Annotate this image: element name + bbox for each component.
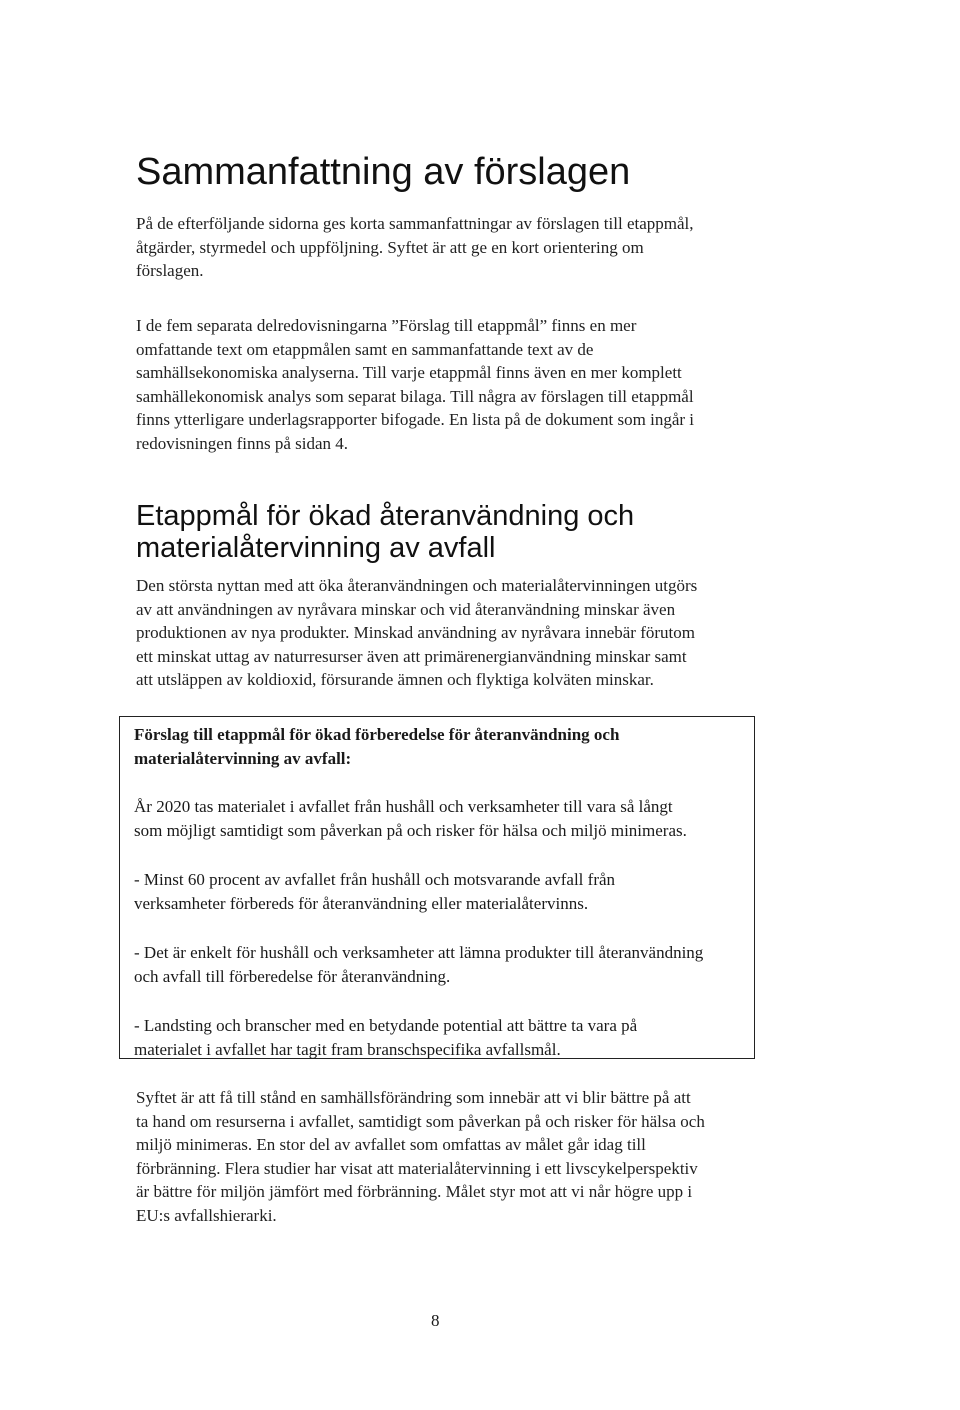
section-heading-line: materialåtervinning av avfall [136, 532, 496, 564]
proposal-main-goal [134, 795, 687, 843]
proposal-line: verksamheter förbereds för återanvändning eller materialåtervinns. [134, 894, 589, 913]
proposal-line: materialet i avfallet har tagit fram branschspecifika avfallsmål. [134, 1040, 561, 1059]
paragraph-line: miljö minimeras. En stor del av avfallet som omfattas av målet går idag till [136, 1135, 646, 1154]
paragraph-line: redovisningen finns på sidan 4. [136, 433, 348, 453]
proposal-title-line: Förslag till etappmål för ökad förberedelse för återanvändning och [134, 725, 620, 744]
paragraph-line: produktionen av nya produkter. Minskad användning av nyråvara innebär förutom [136, 623, 695, 642]
paragraph-line: är bättre för miljön jämfört med förbränning. Målet styr mot att vi når högre upp i [136, 1182, 693, 1201]
intro-paragraph [136, 212, 694, 283]
paragraph-line: samhällsekonomiska analyserna. Till varje etappmål finns även en mer komplett [136, 363, 682, 382]
closing-paragraph [136, 1086, 705, 1227]
paragraph-line: samhällekonomisk analys som separat bilaga. Till några av förslagen till etappmål [136, 386, 694, 406]
delredovisningar-paragraph [136, 314, 694, 455]
proposal-line: och avfall till förberedelse för återanvändning. [134, 967, 451, 986]
proposal-line: som möjligt samtidigt som påverkan på och risker för hälsa och miljö minimeras. [134, 821, 687, 840]
proposal-box [119, 716, 755, 1059]
proposal-line: - Minst 60 procent av avfallet från hushåll och motsvarande avfall från [134, 870, 616, 889]
section-heading-line: Etappmål för ökad återanvändning och [136, 500, 635, 532]
page-number: 8 [431, 1311, 440, 1330]
intro-line: förslagen. [136, 261, 204, 280]
proposal-bullet [134, 868, 615, 916]
proposal-title [134, 723, 619, 771]
proposal-line: - Det är enkelt för hushåll och verksamheter att lämna produkter till återanvändning [134, 943, 704, 962]
section-lead-paragraph [136, 574, 697, 692]
paragraph-line: förbränning. Flera studier har visat att materialåtervinning i ett livscykelperspektiv [136, 1158, 698, 1178]
proposal-line: - Landsting och branscher med en betydande potential att bättre ta vara på [134, 1016, 638, 1035]
section-heading [136, 500, 776, 564]
paragraph-line: av att användningen av nyråvara minskar och vid återanvändning minskar även [136, 599, 676, 619]
paragraph-line: ta hand om resurserna i avfallet, samtidigt som påverkan på och risker för hälsa och [136, 1111, 705, 1131]
page-title: Sammanfattning av förslagen [136, 151, 631, 193]
paragraph-line: Den största nyttan med att öka återanvändningen och materialåtervinningen utgörs [136, 576, 698, 595]
intro-line: På de efterföljande sidorna ges korta sammanfattningar av förslagen till etappmål, [136, 214, 694, 233]
proposal-bullet [134, 941, 703, 989]
intro-line: åtgärder, styrmedel och uppföljning. Syftet är att ge en kort orientering om [136, 237, 644, 257]
paragraph-line: att utsläppen av koldioxid, försurande ämnen och flyktiga kolväten minskar. [136, 670, 654, 689]
proposal-title-line: materialåtervinning av avfall: [134, 749, 352, 768]
paragraph-line: omfattande text om etappmålen samt en sammanfattande text av de [136, 339, 594, 359]
proposal-line: År 2020 tas materialet i avfallet från hushåll och verksamheter till vara så långt [134, 797, 673, 816]
paragraph-line: EU:s avfallshierarki. [136, 1205, 277, 1225]
paragraph-line: Syftet är att få till stånd en samhällsförändring som innebär att vi blir bättre på att [136, 1088, 691, 1107]
paragraph-line: I de fem separata delredovisningarna ”Förslag till etappmål” finns en mer [136, 316, 637, 335]
proposal-bullet [134, 1014, 637, 1062]
paragraph-line: finns ytterligare underlagsrapporter bifogade. En lista på de dokument som ingår i [136, 410, 695, 429]
paragraph-line: ett minskat uttag av naturresurser även att primärenergianvändning minskar samt [136, 646, 687, 666]
